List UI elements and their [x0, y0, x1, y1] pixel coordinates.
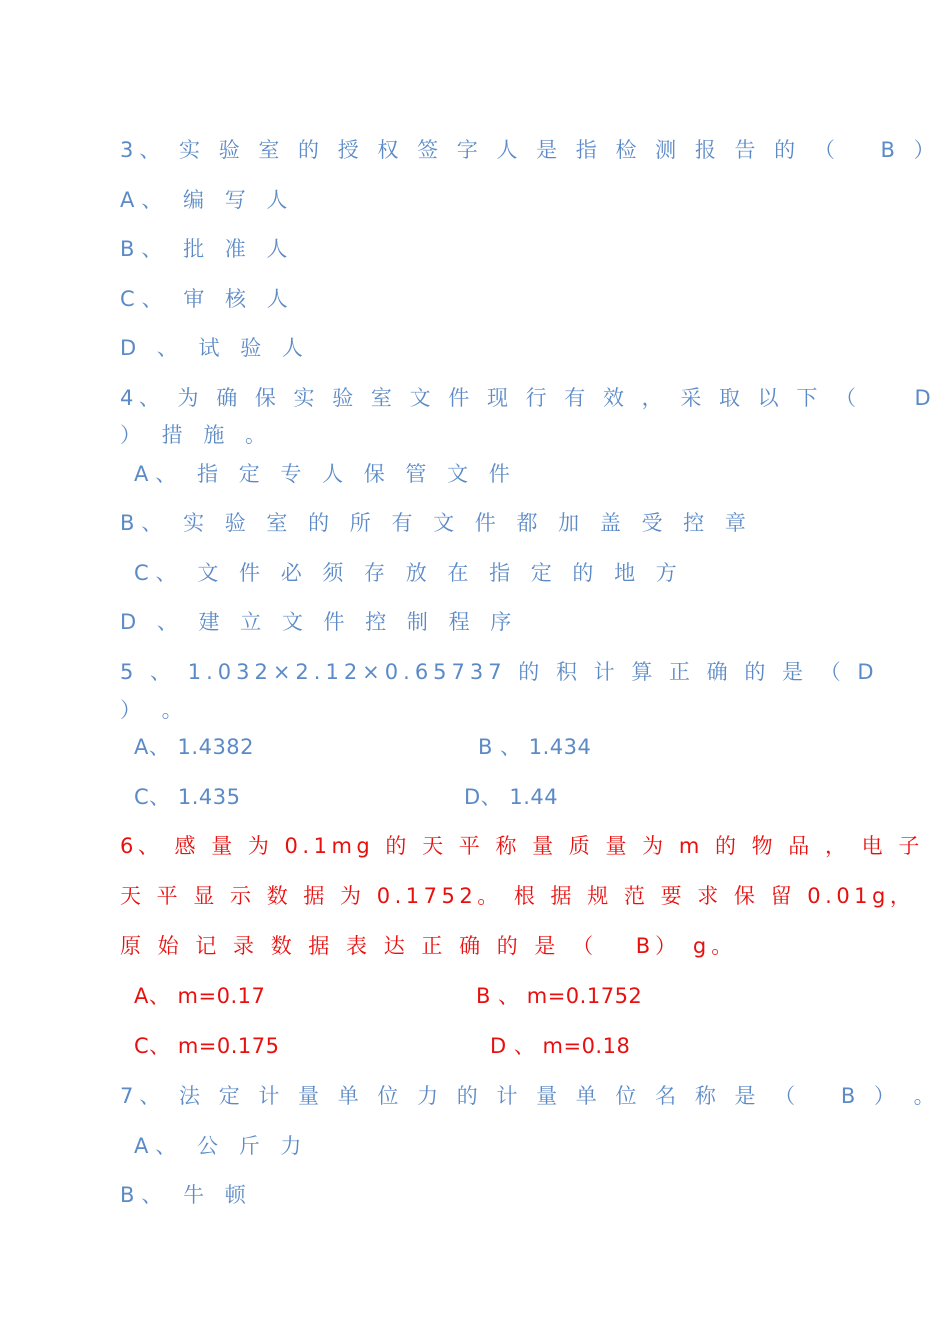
q4-option-a: A、 指 定 专 人 保 管 文 件 [134, 462, 517, 486]
q3-question: 3、 实 验 室 的 授 权 签 字 人 是 指 检 测 报 告 的 （ B ） [120, 138, 941, 162]
q3-option-b: B、 批 准 人 [120, 237, 295, 261]
q6-question-line2: 天 平 显 示 数 据 为 0.1752。 根 据 规 范 要 求 保 留 0.01g， [120, 884, 916, 908]
q5-option-b: B 、 1.434 [478, 735, 592, 759]
q6-question-line3: 原 始 记 录 数 据 表 达 正 确 的 是 （ B） g。 [120, 934, 738, 958]
q5-option-a: A、 1.4382 [134, 735, 255, 759]
q4-option-d: D 、 建 立 文 件 控 制 程 序 [120, 610, 519, 634]
q6-option-b: B 、 m=0.1752 [476, 984, 643, 1008]
q3-option-c: C、 审 核 人 [120, 287, 295, 311]
q6-option-a: A、 m=0.17 [134, 984, 266, 1008]
q6-option-d: D 、 m=0.18 [490, 1034, 631, 1058]
q4-question-line2: ） 措 施 。 [120, 423, 274, 447]
q4-question-line1: 4、 为 确 保 实 验 室 文 件 现 行 有 效 ， 采 取 以 下 （ D [120, 386, 937, 410]
q7-option-b: B、 牛 顿 [120, 1183, 253, 1207]
q3-option-a: A、 编 写 人 [120, 188, 295, 212]
q4-option-c: C、 文 件 必 须 存 放 在 指 定 的 地 方 [134, 561, 684, 585]
q7-question: 7、 法 定 计 量 单 位 力 的 计 量 单 位 名 称 是 （ B ） 。 [120, 1084, 941, 1108]
q5-question-line1: 5 、 1.032×2.12×0.65737 的 积 计 算 正 确 的 是 （ D [120, 660, 879, 684]
q3-option-d: D 、 试 验 人 [120, 336, 310, 360]
q5-option-c: C、 1.435 [134, 785, 241, 809]
q6-question-line1: 6、 感 量 为 0.1mg 的 天 平 称 量 质 量 为 m 的 物 品 ， 电 子 [120, 834, 924, 858]
q5-question-line2: ） 。 [120, 698, 190, 722]
q7-option-a: A、 公 斤 力 [134, 1134, 309, 1158]
q6-option-c: C、 m=0.175 [134, 1034, 280, 1058]
q4-option-b: B、 实 验 室 的 所 有 文 件 都 加 盖 受 控 章 [120, 511, 753, 535]
q5-option-d: D、 1.44 [464, 785, 559, 809]
